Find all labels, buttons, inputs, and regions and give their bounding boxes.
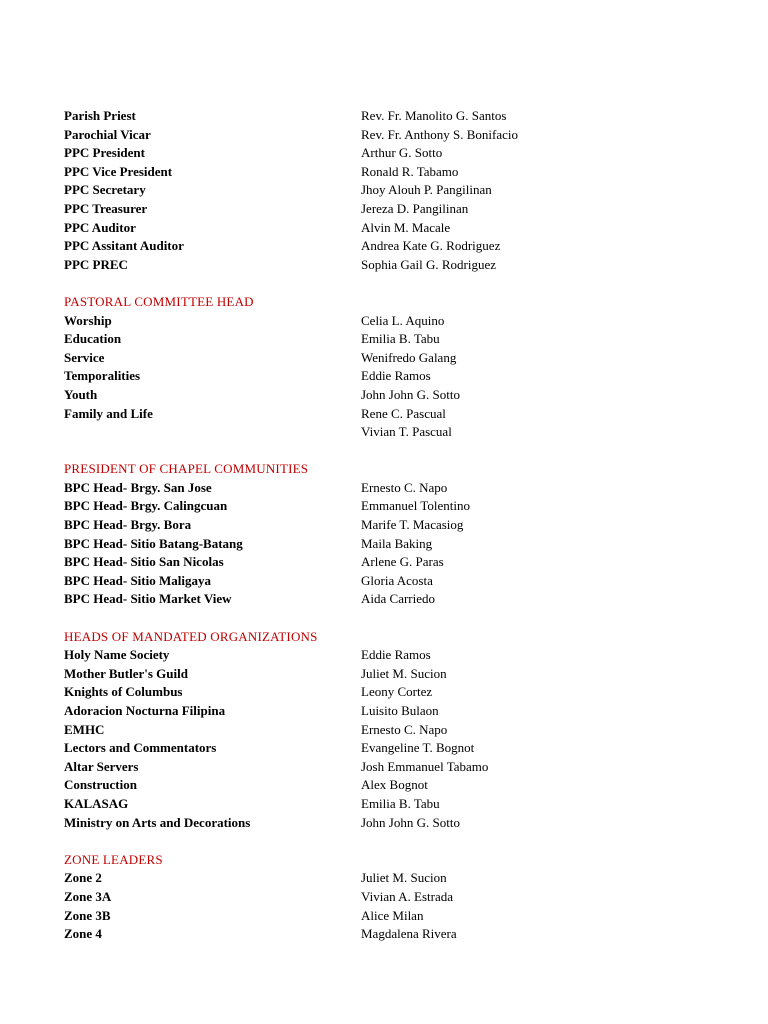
spacer: [64, 274, 704, 293]
table-row: [64, 721, 704, 740]
person-name: Arlene G. Paras: [361, 554, 444, 570]
person-name: Eddie Ramos: [361, 368, 431, 384]
section-mandated-organizations: [64, 628, 704, 833]
role-label: Holy Name Society: [64, 647, 170, 663]
role-label: BPC Head- Sitio Market View: [64, 591, 232, 607]
person-name: Leony Cortez: [361, 684, 433, 700]
section-pastoral-committee: [64, 293, 704, 442]
role-label: Construction: [64, 777, 137, 793]
table-row: [64, 497, 704, 516]
person-name: Sophia Gail G. Rodriguez: [361, 256, 497, 272]
person-name: Aida Carriedo: [361, 591, 436, 607]
role-label: BPC Head- Sitio Batang-Batang: [64, 535, 243, 551]
role-label: Ministry on Arts and Decorations: [64, 814, 251, 830]
person-name: Evangeline T. Bognot: [361, 740, 475, 756]
person-name: Emilia B. Tabu: [361, 795, 440, 811]
role-label: Education: [64, 331, 122, 347]
person-name: Rev. Fr. Manolito G. Santos: [361, 108, 507, 123]
person-name: Eddie Ramos: [361, 647, 431, 663]
role-label: PPC Assitant Auditor: [64, 238, 184, 254]
person-name: Emilia B. Tabu: [361, 331, 440, 347]
person-name: Josh Emmanuel Tabamo: [361, 758, 489, 774]
table-row: [64, 126, 704, 145]
person-name: Alice Milan: [361, 907, 424, 923]
table-row: [64, 219, 704, 238]
person-name: Juliet M. Sucion: [361, 665, 447, 681]
role-label: Knights of Columbus: [64, 684, 183, 700]
person-name: Juliet M. Sucion: [361, 870, 447, 886]
role-label: BPC Head- Brgy. San Jose: [64, 479, 212, 495]
officers-group: [64, 107, 704, 274]
spacer: [64, 442, 704, 461]
table-row: [64, 776, 704, 795]
section-heading: PASTORAL COMMITTEE HEAD: [64, 293, 254, 309]
role-label: BPC Head- Sitio San Nicolas: [64, 554, 224, 570]
section-zone-leaders: [64, 851, 704, 944]
role-label: Worship: [64, 312, 112, 328]
spacer: [64, 832, 704, 851]
table-row: [64, 386, 704, 405]
table-row: [64, 144, 704, 163]
role-label: Service: [64, 349, 105, 365]
table-row: [64, 330, 704, 349]
person-name: Andrea Kate G. Rodriguez: [361, 238, 501, 254]
section-heading: HEADS OF MANDATED ORGANIZATIONS: [64, 628, 318, 644]
role-label: Parish Priest: [64, 108, 136, 123]
person-name: Jereza D. Pangilinan: [361, 200, 469, 216]
person-name: Rev. Fr. Anthony S. Bonifacio: [361, 126, 518, 142]
table-row: [64, 256, 704, 275]
table-row: [64, 814, 704, 833]
role-label: Zone 4: [64, 926, 102, 942]
table-row: [64, 888, 704, 907]
spacer: [64, 609, 704, 628]
table-row: [64, 181, 704, 200]
table-row: [64, 795, 704, 814]
table-row: [64, 907, 704, 926]
table-row: [64, 237, 704, 256]
table-row: [64, 200, 704, 219]
officer-list: [64, 107, 704, 944]
table-row: [64, 516, 704, 535]
person-name: Ernesto C. Napo: [361, 721, 448, 737]
table-row: [64, 665, 704, 684]
role-label: [64, 423, 361, 442]
person-name: Arthur G. Sotto: [361, 145, 443, 161]
table-row: [64, 925, 704, 944]
person-name: John John G. Sotto: [361, 814, 460, 830]
role-label: Altar Servers: [64, 758, 139, 774]
role-label: PPC Vice President: [64, 163, 173, 179]
table-row: [64, 349, 704, 368]
person-name: Rene C. Pascual: [361, 405, 446, 421]
role-label: BPC Head- Brgy. Bora: [64, 517, 192, 533]
person-name: John John G. Sotto: [361, 386, 460, 402]
table-row: [64, 367, 704, 386]
person-name: Gloria Acosta: [361, 572, 433, 588]
person-name: Wenifredo Galang: [361, 349, 457, 365]
role-label: PPC President: [64, 145, 145, 161]
person-name: Maila Baking: [361, 535, 433, 551]
role-label: PPC Secretary: [64, 182, 146, 198]
role-label: PPC Treasurer: [64, 200, 148, 216]
table-row: [64, 163, 704, 182]
person-name: Jhoy Alouh P. Pangilinan: [361, 182, 492, 198]
role-label: Zone 3B: [64, 907, 111, 923]
section-heading: ZONE LEADERS: [64, 851, 163, 867]
role-label: Mother Butler's Guild: [64, 665, 188, 681]
role-label: Adoracion Nocturna Filipina: [64, 703, 226, 718]
role-label: BPC Head- Brgy. Calingcuan: [64, 498, 228, 514]
role-label: BPC Head- Sitio Maligaya: [64, 572, 211, 588]
person-name: Luisito Bulaon: [361, 703, 439, 718]
table-row: [64, 869, 704, 888]
table-row: [64, 646, 704, 665]
person-name: Alvin M. Macale: [361, 219, 451, 235]
table-row: [64, 553, 704, 572]
person-name: Emmanuel Tolentino: [361, 498, 470, 514]
role-label: PPC PREC: [64, 256, 128, 272]
role-label: Zone 3A: [64, 888, 112, 904]
table-row: [64, 405, 704, 424]
role-label: KALASAG: [64, 795, 129, 811]
table-row: [64, 423, 704, 442]
person-name: Celia L. Aquino: [361, 312, 445, 328]
table-row: [64, 572, 704, 591]
section-heading: PRESIDENT OF CHAPEL COMMUNITIES: [64, 461, 309, 477]
role-label: Zone 2: [64, 870, 102, 886]
person-name: Alex Bognot: [361, 777, 428, 793]
table-row: [64, 535, 704, 554]
person-name: Magdalena Rivera: [361, 926, 457, 942]
table-row: [64, 479, 704, 498]
role-label: Youth: [64, 386, 98, 402]
role-label: Parochial Vicar: [64, 126, 151, 142]
table-row: [64, 590, 704, 609]
role-label: EMHC: [64, 721, 105, 737]
person-name: Vivian A. Estrada: [361, 888, 454, 904]
table-row: [64, 107, 704, 126]
role-label: PPC Auditor: [64, 219, 136, 235]
table-row: [64, 758, 704, 777]
person-name: Vivian T. Pascual: [361, 424, 452, 440]
table-row: [64, 739, 704, 758]
person-name: Ernesto C. Napo: [361, 479, 448, 495]
role-label: Temporalities: [64, 368, 141, 384]
table-row: [64, 702, 704, 721]
table-row: [64, 683, 704, 702]
role-label: Family and Life: [64, 405, 153, 421]
role-label: Lectors and Commentators: [64, 740, 217, 756]
person-name: Ronald R. Tabamo: [361, 163, 459, 179]
section-chapel-communities: [64, 460, 704, 609]
person-name: Marife T. Macasiog: [361, 517, 464, 533]
table-row: [64, 312, 704, 331]
